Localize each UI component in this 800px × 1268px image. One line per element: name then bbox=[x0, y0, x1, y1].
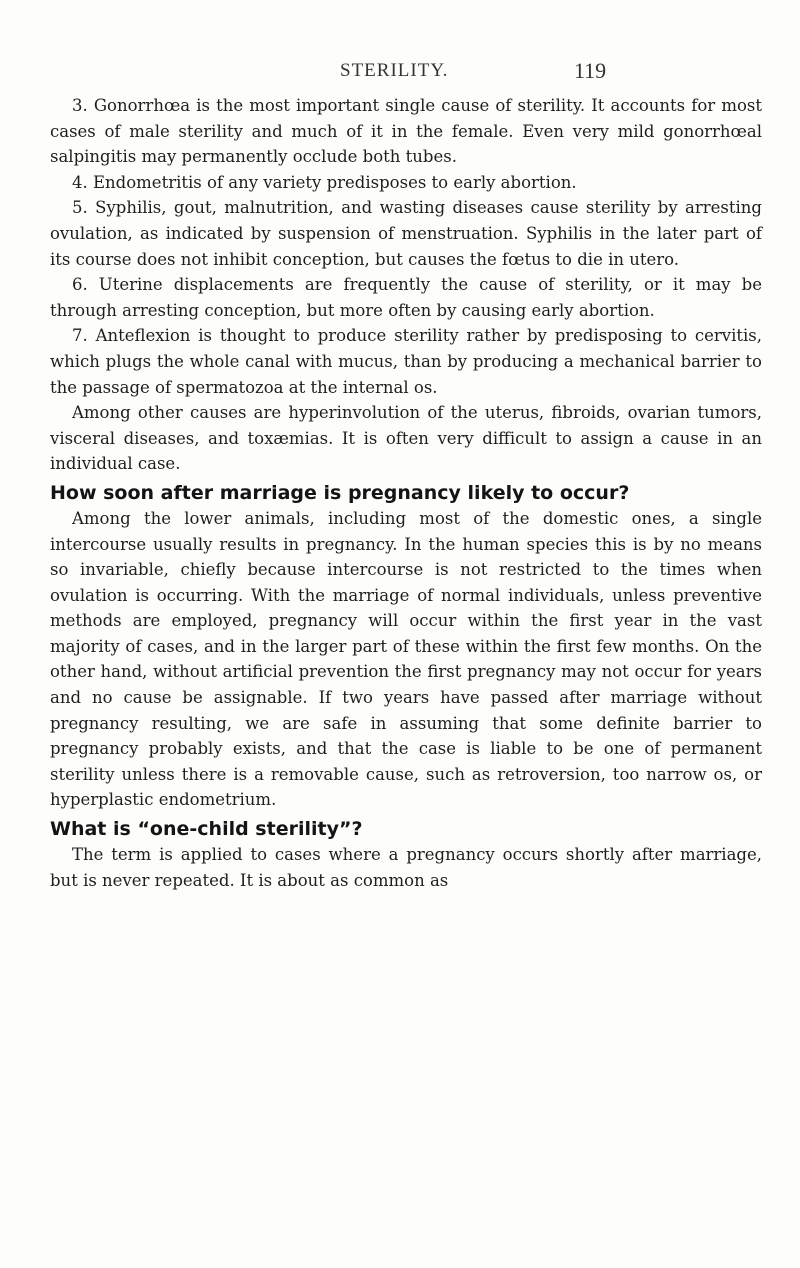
heading-pregnancy-timing: How soon after marriage is pregnancy likely to occur? bbox=[50, 481, 630, 504]
running-head bbox=[0, 60, 800, 90]
paragraph-endometritis: 4. Endometritis of any variety predisposes to early abortion. bbox=[72, 172, 577, 192]
paragraph-syphilis: 5. Syphilis, gout, malnutrition, and wasting diseases cause sterility by arresting ovulation, as indicated by suspension of menstruation. Syphilis in the later part of its course does not inhibit conception, but causes the fœtus to die in utero. bbox=[50, 198, 762, 269]
paragraph-gonorrhoea: 3. Gonorrhœa is the most important single cause of sterility. It accounts for most cases of male sterility and much of it in the female. Even very mild gonorrhœal salpingitis may permanently occlude both tubes. bbox=[50, 96, 762, 167]
paragraph-uterine-displacements: 6. Uterine displacements are frequently the cause of sterility, or it may be through arresting conception, but more often by causing early abortion. bbox=[50, 275, 762, 320]
running-head-title: STERILITY. bbox=[340, 60, 449, 81]
page-number: 119 bbox=[574, 58, 607, 83]
paragraph-one-child-sterility: The term is applied to cases where a pregnancy occurs shortly after marriage, but is never repeated. It is about as common as bbox=[50, 845, 762, 890]
paragraph-pregnancy-timing: Among the lower animals, including most of the domestic ones, a single intercourse usually results in pregnancy. In the human species this is by no means so invariable, chiefly because intercourse is not restricted to the times when ovulation is occurring. With the marriage of normal individuals, unless preventive methods are employed, pregnancy will occur within the first year in the vast majority of cases, and in the larger part of these within the first few months. On the other hand, without artificial prevention the first pregnancy may not occur for years and no cause be assignable. If two years have passed after marriage without pregnancy resulting, we are safe in assuming that some definite barrier to pregnancy probably exists, and that the case is liable to be one of permanent sterility unless there is a removable cause, such as retroversion, too narrow os, or hyperplastic endometrium. bbox=[50, 508, 762, 810]
body-text bbox=[50, 93, 762, 893]
heading-one-child-sterility: What is “one-child sterility”? bbox=[50, 818, 363, 841]
paragraph-other-causes: Among other causes are hyperinvolution of the uterus, fibroids, ovarian tumors, visceral diseases, and toxæmias. It is often very difficult to assign a cause in an individual case. bbox=[50, 403, 762, 474]
paragraph-anteflexion: 7. Anteflexion is thought to produce sterility rather by predisposing to cervitis, which plugs the whole canal with mucus, than by producing a mechanical barrier to the passage of spermatozoa at the internal os. bbox=[50, 326, 762, 397]
